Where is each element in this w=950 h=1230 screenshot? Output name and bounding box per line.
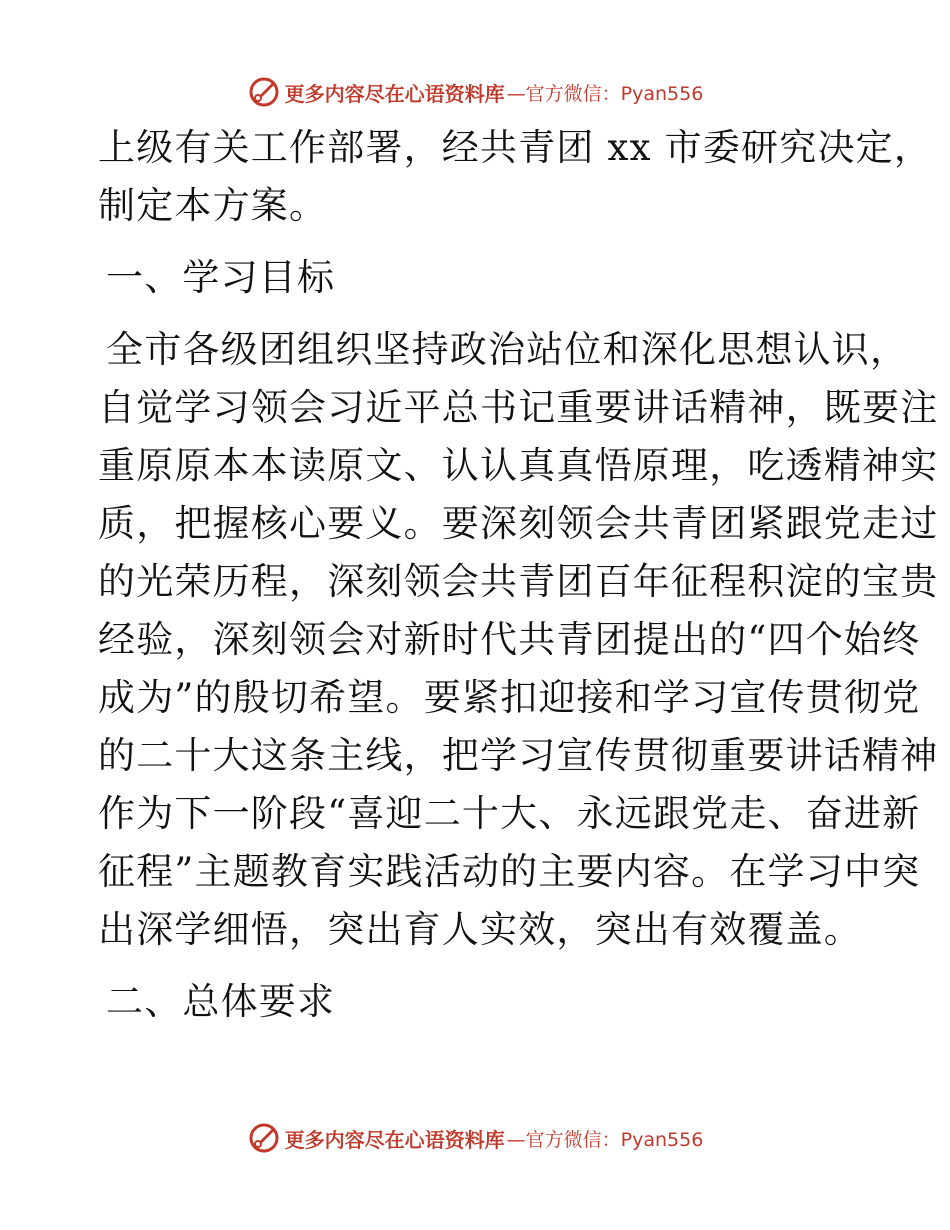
paragraph-line: 质，把握核心要义。要深刻领会共青团紧跟党走过 bbox=[98, 502, 939, 545]
section-heading-goals: 一、学习目标 bbox=[106, 256, 336, 299]
paragraph-line: 重原原本本读原文、认认真真悟原理，吃透精神实 bbox=[98, 444, 939, 487]
quill-seal-icon bbox=[247, 75, 281, 109]
watermark-header bbox=[0, 72, 950, 112]
watermark-footer bbox=[0, 1118, 950, 1158]
paragraph-line: 上级有关工作部署，经共青团 xx 市委研究决定， bbox=[98, 126, 933, 169]
quill-seal-icon bbox=[247, 1121, 281, 1155]
watermark-brand: 更多内容尽在心语资料库 bbox=[284, 1127, 505, 1152]
paragraph-line: 征程”主题教育实践活动的主要内容。在学习中突 bbox=[98, 850, 921, 893]
paragraph-line: 的二十大这条主线，把学习宣传贯彻重要讲话精神 bbox=[98, 734, 939, 777]
paragraph-line: 的光荣历程，深刻领会共青团百年征程积淀的宝贵 bbox=[98, 560, 939, 603]
paragraph-line: 经验，深刻领会对新时代共青团提出的“四个始终 bbox=[98, 618, 921, 661]
paragraph-line: 自觉学习领会习近平总书记重要讲话精神，既要注 bbox=[98, 386, 939, 429]
paragraph-line: 出深学细悟，突出育人实效，突出有效覆盖。 bbox=[98, 908, 862, 951]
watermark-contact: —官方微信：Pyan556 bbox=[506, 1128, 704, 1151]
watermark-brand: 更多内容尽在心语资料库 bbox=[284, 81, 505, 106]
paragraph-line: 全市各级团组织坚持政治站位和深化思想认识， bbox=[106, 328, 909, 371]
paragraph-line: 作为下一阶段“喜迎二十大、永远跟党走、奋进新 bbox=[98, 792, 921, 835]
watermark-contact: —官方微信：Pyan556 bbox=[506, 82, 704, 105]
paragraph-line: 成为”的殷切希望。要紧扣迎接和学习宣传贯彻党 bbox=[98, 676, 921, 719]
section-heading-requirements: 二、总体要求 bbox=[106, 980, 336, 1023]
paragraph-line: 制定本方案。 bbox=[98, 184, 328, 227]
